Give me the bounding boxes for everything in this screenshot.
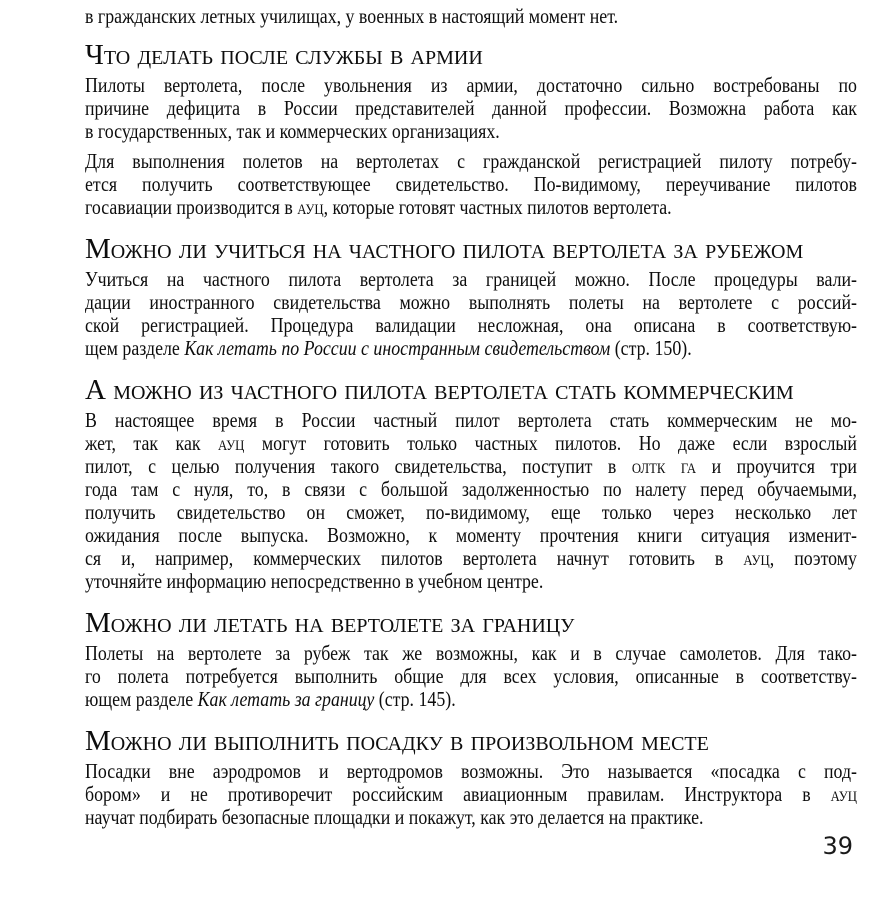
text-line: бором» и не противоречит российским авиационным правилам. Инструктора в ауц [85,782,857,806]
sections [85,40,857,829]
text-line: в государственных, так и коммерческих организациях. [85,119,500,143]
section [85,234,857,360]
book-reference: Как летать по России с иностранным свидетельством [184,336,611,360]
text-line: В настоящее время в России частный пилот вертолета стать коммерческим не мо- [85,408,857,432]
abbreviation: олтк га [631,454,697,478]
paragraph [85,409,857,593]
paragraph [85,74,857,143]
section-heading: Можно ли летать на вертолете за границу [85,607,575,639]
text-line: щем разделе Как летать по России с иностранным свидетельством (стр. 150). [85,336,692,360]
paragraph [85,268,857,360]
continuation-paragraph [85,5,857,28]
text-line: Учиться на частного пилота вертолета за границей можно. После процедуры вали- [85,267,857,291]
text-line: пилот, с целью получения такого свидетельства, поступит в олтк га и проучится три [85,454,857,478]
section-heading: Можно ли выполнить посадку в произвольном месте [85,725,709,757]
text-line: причине дефицита в России представителей данной профессии. Возможна работа как [85,96,857,120]
section-heading: Что делать после службы в армии [85,39,483,71]
text-line: Посадки вне аэродромов и вертодромов возможны. Это называется «посадка с под- [85,759,857,783]
text-line: года там с нуля, то, в связи с большой задолженностью по налету перед обучаемыми, [85,477,857,501]
abbreviation: ауц [297,195,324,219]
book-reference: Как летать за границу [197,687,375,711]
abbreviation: ауц [218,431,245,455]
abbreviation: ауц [743,546,770,570]
text-line: госавиации производится в ауц, которые готовят частных пилотов вертолета. [85,195,672,219]
text-line: ся и, например, коммерческих пилотов вертолета начнут готовить в ауц, поэтому [85,546,857,570]
text-line: в гражданских летных училищах, у военных в настоящий момент нет. [85,4,619,28]
paragraph [85,150,857,219]
text-line: ется получить соответствующее свидетельство. По-видимому, переучивание пилотов [85,172,857,196]
section [85,608,857,711]
paragraph [85,760,857,829]
section-heading: А можно из частного пилота вертолета стать коммерческим [85,374,794,406]
section [85,40,857,219]
section-heading: Можно ли учиться на частного пилота вертолета за рубежом [85,233,804,265]
text-line: жет, так как ауц могут готовить только частных пилотов. Но даже если взрослый [85,431,857,455]
text-line: го полета потребуется выполнить общие для всех условия, описанные в соответству- [85,664,857,688]
abbreviation: ауц [830,782,857,806]
section [85,375,857,593]
text-line: Для выполнения полетов на вертолетах с гражданской регистрацией пилоту потребу- [85,149,857,173]
paragraph [85,642,857,711]
text-line: дации иностранного свидетельства можно выполнять полеты на вертолете с россий- [85,290,857,314]
section [85,726,857,829]
page-number: 39 [822,832,853,860]
text-line: научат подбирать безопасные площадки и покажут, как это делается на практике. [85,805,704,829]
text-line: Пилоты вертолета, после увольнения из армии, достаточно сильно востребованы по [85,73,857,97]
text-line: ющем разделе Как летать за границу (стр. 145). [85,687,456,711]
text-line: получить свидетельство он сможет, по-видимому, еще только через несколько лет [85,500,857,524]
text-line: Полеты на вертолете за рубеж так же возможны, как и в случае самолетов. Для тако- [85,641,857,665]
text-line: уточняйте информацию непосредственно в учебном центре. [85,569,544,593]
text-line: ской регистрацией. Процедура валидации несложная, она описана в соответствую- [85,313,857,337]
text-line: ожидания после выпуска. Возможно, к моменту прочтения книги ситуация изменит- [85,523,857,547]
